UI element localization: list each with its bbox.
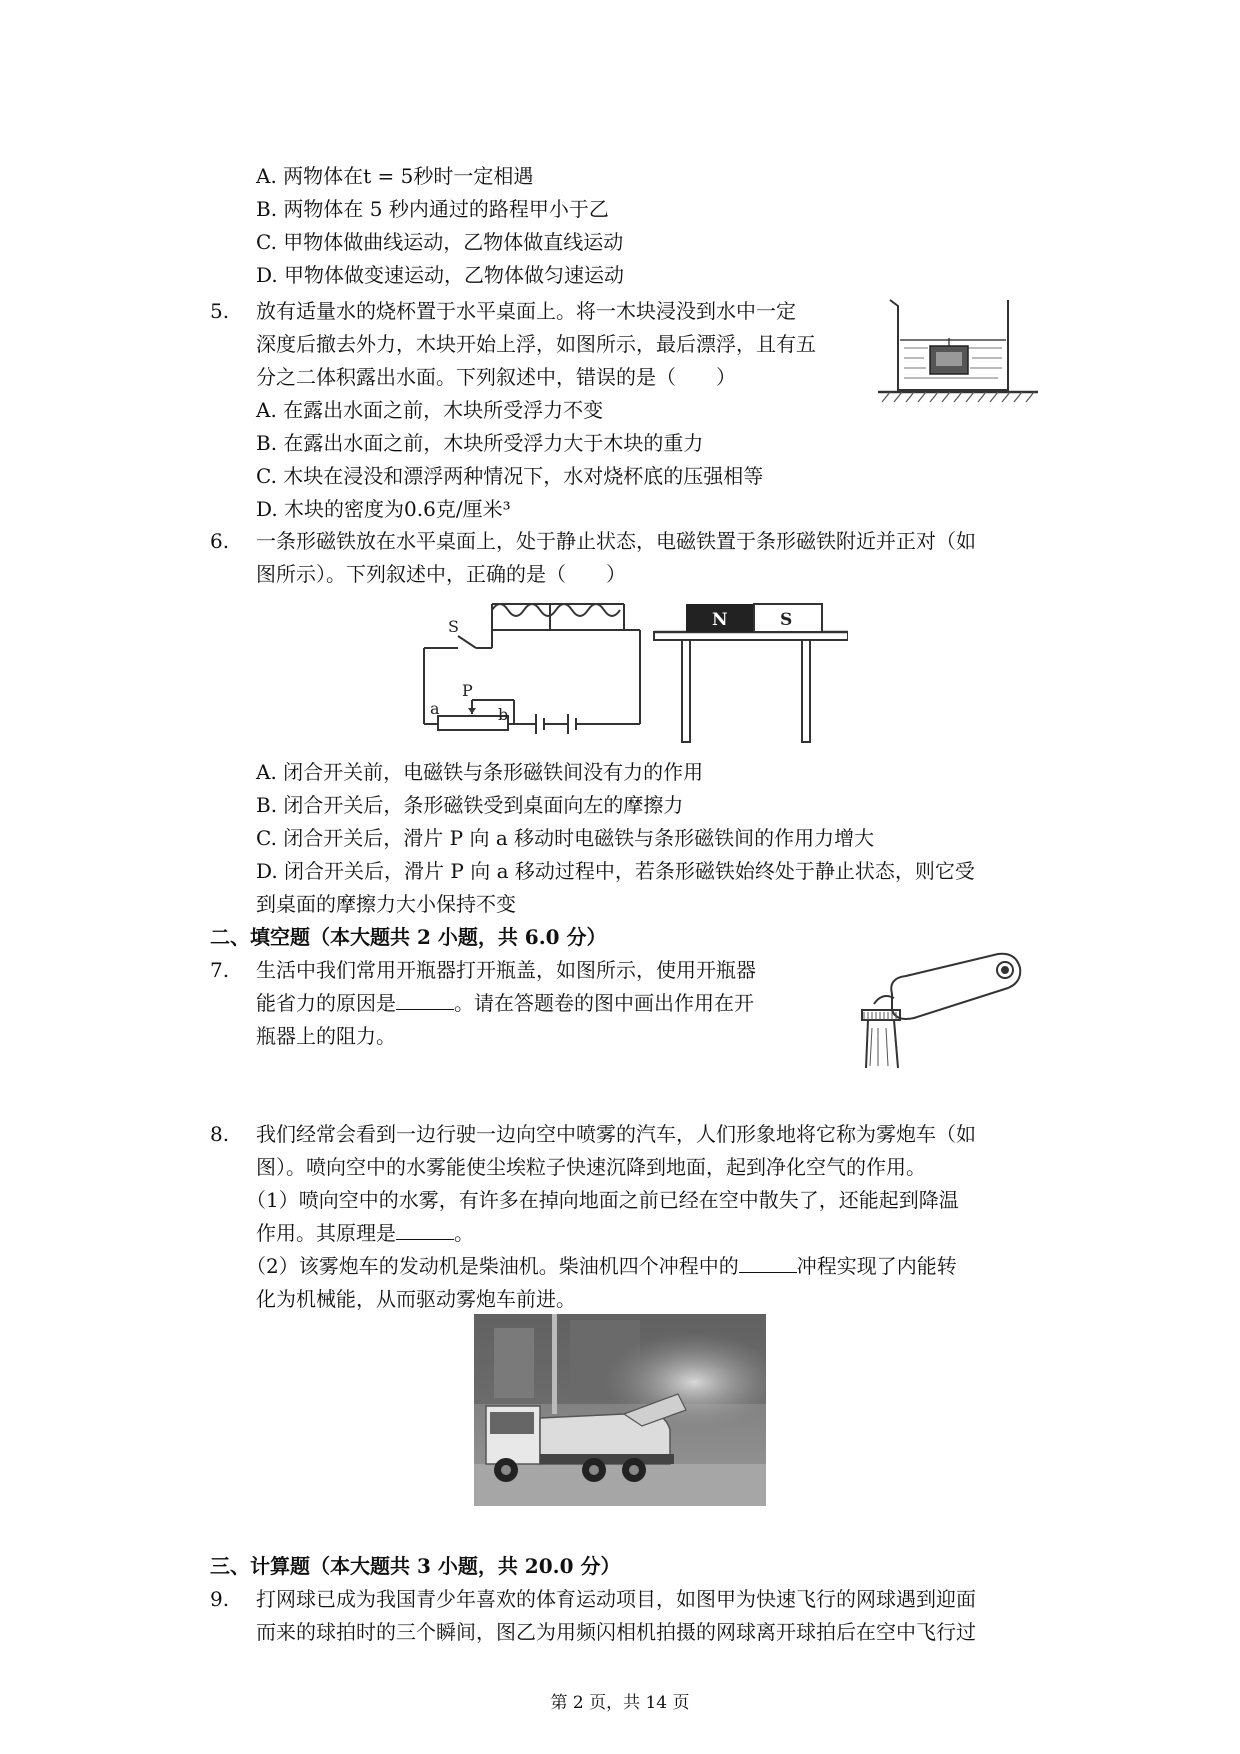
q6-option-d-line-2: 到桌面的摩擦力大小保持不变 <box>256 892 516 916</box>
bottle-opener-figure <box>848 948 1028 1070</box>
fig-label-p: P <box>462 681 473 700</box>
q5-stem-line-1: 放有适量水的烧杯置于水平桌面上。将一木块浸没到水中一定 <box>256 299 796 323</box>
q5-stem-line-3: 分之二体积露出水面。下列叙述中，错误的是（ ） <box>256 365 736 389</box>
q8-answer-blank-1 <box>396 1219 454 1240</box>
fig-label-s-magnet: S <box>780 610 793 630</box>
q5-stem-line-2: 深度后撤去外力，木块开始上浮，如图所示，最后漂浮，且有五 <box>256 332 816 356</box>
q5-option-a: A. 在露出水面之前，木块所受浮力不变 <box>256 398 604 422</box>
q8-line-4: 作用。其原理是 。 <box>256 1221 474 1245</box>
fig-label-switch: S <box>448 617 459 636</box>
q7-line-2: 能省力的原因是 。请在答题卷的图中画出作用在开 <box>256 991 754 1015</box>
q6-stem-line-1: 一条形磁铁放在水平桌面上，处于静止状态，电磁铁置于条形磁铁附近并正对（如 <box>256 529 976 553</box>
q9-number: 9. <box>210 1587 230 1611</box>
q5-option-d: D. 木块的密度为0.6克/厘米³ <box>256 497 511 521</box>
fig-label-n: N <box>712 610 728 630</box>
fog-cannon-truck-photo <box>474 1314 766 1506</box>
q8-number: 8. <box>210 1122 230 1146</box>
fig-label-b: b <box>498 705 509 724</box>
fig-label-a: a <box>430 699 440 718</box>
q6-option-a: A. 闭合开关前，电磁铁与条形磁铁间没有力的作用 <box>256 760 704 784</box>
q8-line-2: 图）。喷向空中的水雾能使尘埃粒子快速沉降到地面，起到净化空气的作用。 <box>256 1155 926 1179</box>
q6-option-d-line-1: D. 闭合开关后，滑片 P 向 a 移动过程中，若条形磁铁始终处于静止状态，则它受 <box>256 859 975 883</box>
q8-line-6: 化为机械能，从而驱动雾炮车前进。 <box>256 1287 576 1311</box>
section-3-heading: 三、计算题（本大题共 3 小题，共 20.0 分） <box>210 1554 621 1578</box>
q5-number: 5. <box>210 299 230 323</box>
q4-option-a: A. 两物体在t = 5秒时一定相遇 <box>256 164 534 188</box>
beaker-figure <box>868 292 1044 420</box>
q8-line-5: （2）该雾炮车的发动机是柴油机。柴油机四个冲程中的 冲程实现了内能转 <box>246 1254 957 1278</box>
q7-number: 7. <box>210 958 230 982</box>
section-2-heading: 二、填空题（本大题共 2 小题，共 6.0 分） <box>210 925 607 949</box>
page-footer: 第 2 页，共 14 页 <box>550 1693 690 1713</box>
q5-option-b: B. 在露出水面之前，木块所受浮力大于木块的重力 <box>256 431 704 455</box>
q6-number: 6. <box>210 529 230 553</box>
q5-option-c: C. 木块在浸没和漂浮两种情况下，水对烧杯底的压强相等 <box>256 464 764 488</box>
electromagnet-figure <box>418 596 848 744</box>
q6-option-b: B. 闭合开关后，条形磁铁受到桌面向左的摩擦力 <box>256 793 684 817</box>
q6-option-c: C. 闭合开关后，滑片 P 向 a 移动时电磁铁与条形磁铁间的作用力增大 <box>256 826 875 850</box>
q7-line-1: 生活中我们常用开瓶器打开瓶盖，如图所示，使用开瓶器 <box>256 958 756 982</box>
q7-answer-blank <box>396 989 454 1010</box>
q8-line-1: 我们经常会看到一边行驶一边向空中喷雾的汽车，人们形象地将它称为雾炮车（如 <box>256 1122 976 1146</box>
q6-stem-line-2: 图所示）。下列叙述中，正确的是（ ） <box>256 562 626 586</box>
q9-line-2: 而来的球拍时的三个瞬间，图乙为用频闪相机拍摄的网球离开球拍后在空中飞行过 <box>256 1620 976 1644</box>
q8-line-3: （1）喷向空中的水雾，有许多在掉向地面之前已经在空中散失了，还能起到降温 <box>246 1188 959 1212</box>
q4-option-d: D. 甲物体做变速运动，乙物体做匀速运动 <box>256 263 625 287</box>
q9-line-1: 打网球已成为我国青少年喜欢的体育运动项目，如图甲为快速飞行的网球遇到迎面 <box>256 1587 976 1611</box>
q4-option-c: C. 甲物体做曲线运动，乙物体做直线运动 <box>256 230 624 254</box>
q4-option-b: B. 两物体在 5 秒内通过的路程甲小于乙 <box>256 197 609 221</box>
q8-answer-blank-2 <box>739 1252 797 1273</box>
q7-line-3: 瓶器上的阻力。 <box>256 1024 396 1048</box>
